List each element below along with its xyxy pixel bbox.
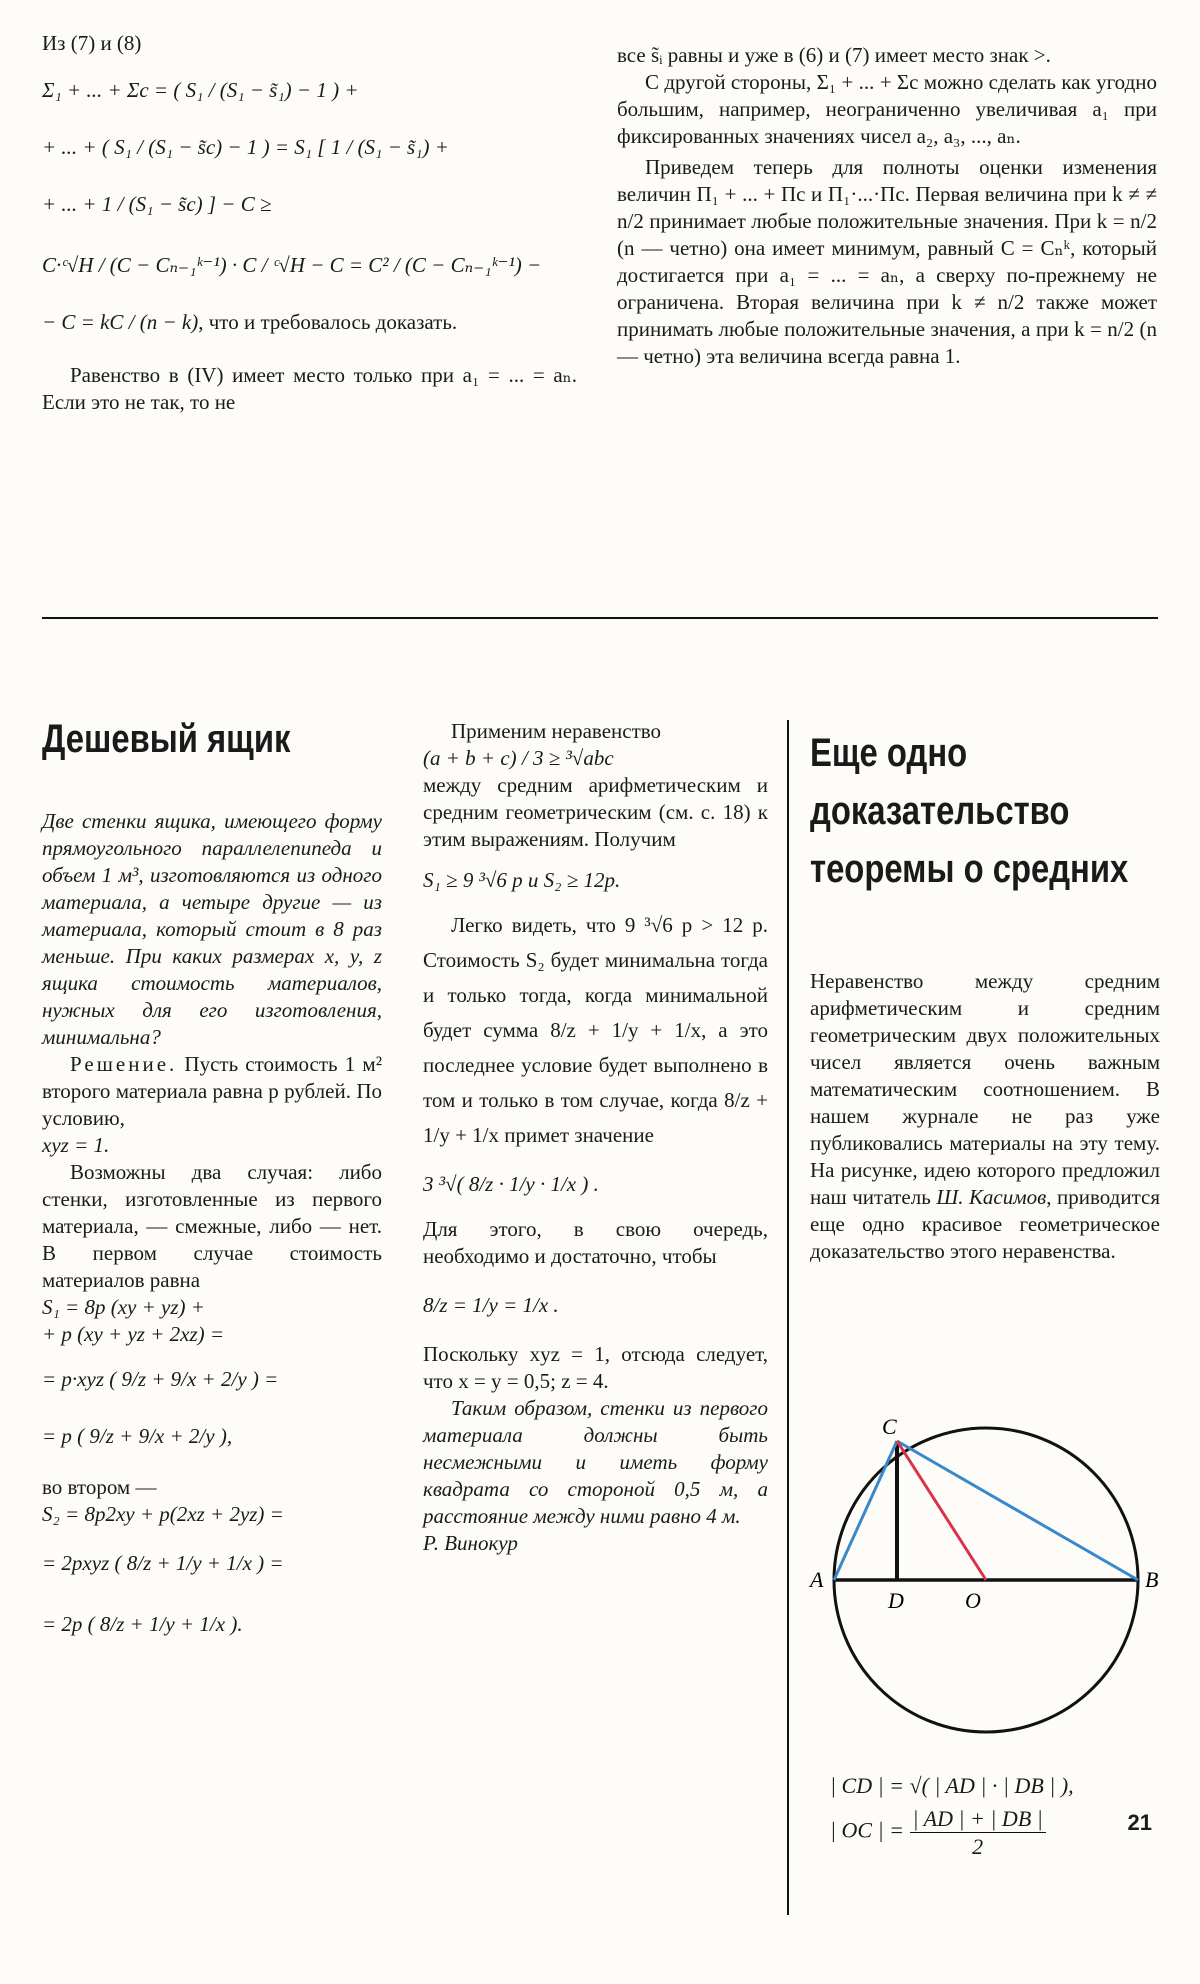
formula-oc-fraction [910,1805,1046,1860]
col2-p5: Поскольку xyz = 1, отсюда следует, что x = y = 0,5; z = 4. [423,1342,768,1393]
formula-cd: | CD | = √( | AD | · | DB | ), [830,1773,1074,1798]
top-left-column [42,30,577,416]
top-eq-3: + ... + 1 / (S₁ − s̃c) ] − C ≥ [42,192,272,216]
semicircle-diagram [800,1400,1170,1750]
author: Р. Винокур [423,1531,518,1555]
proof-title-line-2: доказательство [810,789,1070,833]
section-divider [42,617,1158,619]
col2-p4: Для этого, в свою очередь, необходимо и достаточно, чтобы [423,1217,768,1268]
proof-title-line-1: Еще одно [810,731,968,775]
eq-s1-d: = p ( 9/z + 9/x + 2/y ), [42,1424,233,1448]
top-eq-4: C·ᶜ√H / (C − Cₙ₋₁ᵏ⁻¹) · C / ᶜ√H − C = C² / (C − Cₙ₋₁ᵏ⁻¹) − [42,253,542,277]
chord-cb [897,1441,1138,1580]
col2-eq-2: S₁ ≥ 9 ³√6 p и S₂ ≥ 12p. [423,868,621,892]
col2-eq-3: 3 ³√( 8/z · 1/y · 1/x ) . [423,1172,599,1196]
top-left-paragraph: Равенство в (IV) имеет место только при a₁ = ... = aₙ. Если это не так, то не [42,363,577,414]
top-eq-5-rhs: , что и требовалось доказать. [198,310,458,334]
box-problem: Две стенки ящика, имеющего форму прямоугольного параллелепипеда и объем 1 м³, изготовляются из одного материала, а четыре другие — из материала, который стоит в 8 раз меньше. При каких размерах x, y, z ящика стоимость материалов, нужных для его изготовления, минимальна? [42,809,382,1049]
formula-oc [830,1805,1160,1860]
page-number: 21 [1127,1810,1152,1835]
column-divider [787,720,789,1915]
top-right-p3: Приведем теперь для полноты оценки изменения величин П₁ + ... + Пc и П₁·...·Пc. Первая величина при k ≠ ≠ n/2 принимает любые положительные значения. При k = n/2 (n — четно) она имеет минимум, равный C = Cₙᵏ, который достигается при a₁ = ... = aₙ, а сверху по-прежнему не ограничена. Вторая величина при k ≠ n/2 также может принимать любые положительные значения, а при k = n/2 (n — четно) эта величина всегда равна 1. [617,155,1157,368]
formula-oc-numerator: | AD | + | DB | [910,1805,1046,1833]
eq-s1-a: S₁ = 8p (xy + yz) + [42,1295,205,1319]
solution-text: Пусть стоимость 1 м² второго материала равна p рублей. По условию, [42,1052,382,1130]
label-a: A [810,1567,824,1592]
col2-eq-4: 8/z = 1/y = 1/x . [423,1293,559,1317]
col2-intro: Применим неравенство [451,719,662,743]
top-eq-2: + ... + ( S₁ / (S₁ − s̃c) − 1 ) = S₁ [ 1 / (S₁ − s̃₁) + [42,135,449,159]
eq-s1-c: = p·xyz ( 9/z + 9/x + 2/y ) = [42,1367,279,1391]
eq-s2-b: = 2pxyz ( 8/z + 1/y + 1/x ) = [42,1551,284,1575]
label-d: D [888,1588,904,1613]
box-solution [42,1051,382,1132]
proof-text-1: Неравенство между средним арифметическим и средним геометрическим двух положительных чисел является очень важным математическим соотношением. В нашем журнале не раз уже публиковались материалы на эту тему. На рисунке, идею которого предложил наш читатель [810,969,1160,1209]
top-right-column [617,42,1157,370]
box-column-2 [423,718,768,1557]
chord-ac [834,1441,897,1580]
proof-text-2: , приводится еще одно красивое геометрическое доказательство этого неравенства. [810,1185,1161,1263]
label-o: O [965,1588,981,1613]
proof-title-line-3: теоремы о средних [810,847,1129,891]
top-intro: Из (7) и (8) [42,31,142,55]
eq-s1-b: + p (xy + yz + 2xz) = [42,1322,225,1346]
col2-p3: Легко видеть, что 9 ³√6 p > 12 p. Стоимость S₂ будет минимальна тогда и только тогда, когда минимальной будет сумма 8/z + 1/y + 1/x, а это последнее условие будет выполнено в том и только в том случае, когда 8/z + 1/y + 1/x примет значение [423,913,768,1147]
eq-s2-c: = 2p ( 8/z + 1/y + 1/x ). [42,1612,243,1636]
label-c: C [882,1414,897,1439]
formula-oc-lhs: | OC | = [830,1817,905,1843]
box-title: Дешевый ящик [42,717,291,761]
reader-name: Ш. Касимов [936,1185,1047,1209]
top-eq-1: Σ₁ + ... + Σc = ( S₁ / (S₁ − s̃₁) − 1 ) + [42,78,359,102]
formula-oc-denominator: 2 [972,1834,984,1859]
proof-column [810,724,1160,1265]
col2-conclusion: Таким образом, стенки из первого материала должны быть несмежными и иметь форму квадрата со стороной 0,5 м, а расстояние между ними равно 4 м. [423,1396,768,1528]
top-eq-5 [42,309,577,336]
top-eq-5-lhs: − C = kC / (n − k) [42,310,199,334]
box-column-1 [42,712,382,1638]
col2-eq-1: (a + b + c) / 3 ≥ ³√abc [423,746,614,770]
eq-s2-a: S₂ = 8p2xy + p(2xz + 2yz) = [42,1502,284,1526]
box-cases: Возможны два случая: либо стенки, изготовленные из первого материала, — смежные, либо — нет. В первом случае стоимость материалов равна [42,1160,382,1292]
radius-oc [897,1441,986,1580]
box-second-case: во втором — [42,1475,157,1499]
top-right-p1: все s̃ᵢ равны и уже в (6) и (7) имеет место знак >. [617,43,1051,67]
top-right-p2: С другой стороны, Σ₁ + ... + Σc можно сделать как угодно большим, например, неограниченно увеличивая a₁ при фиксированных значениях чисел a₂, a₃, ..., aₙ. [617,70,1157,148]
proof-text [810,968,1160,1265]
proof-formulas [830,1772,1160,1860]
solution-label: Решение. [70,1052,178,1076]
col2-p2: между средним арифметическим и средним геометрическим (см. с. 18) к этим выражениям. Получим [423,773,768,851]
label-b: B [1145,1567,1159,1592]
eq-xyz: xyz = 1. [42,1133,110,1157]
